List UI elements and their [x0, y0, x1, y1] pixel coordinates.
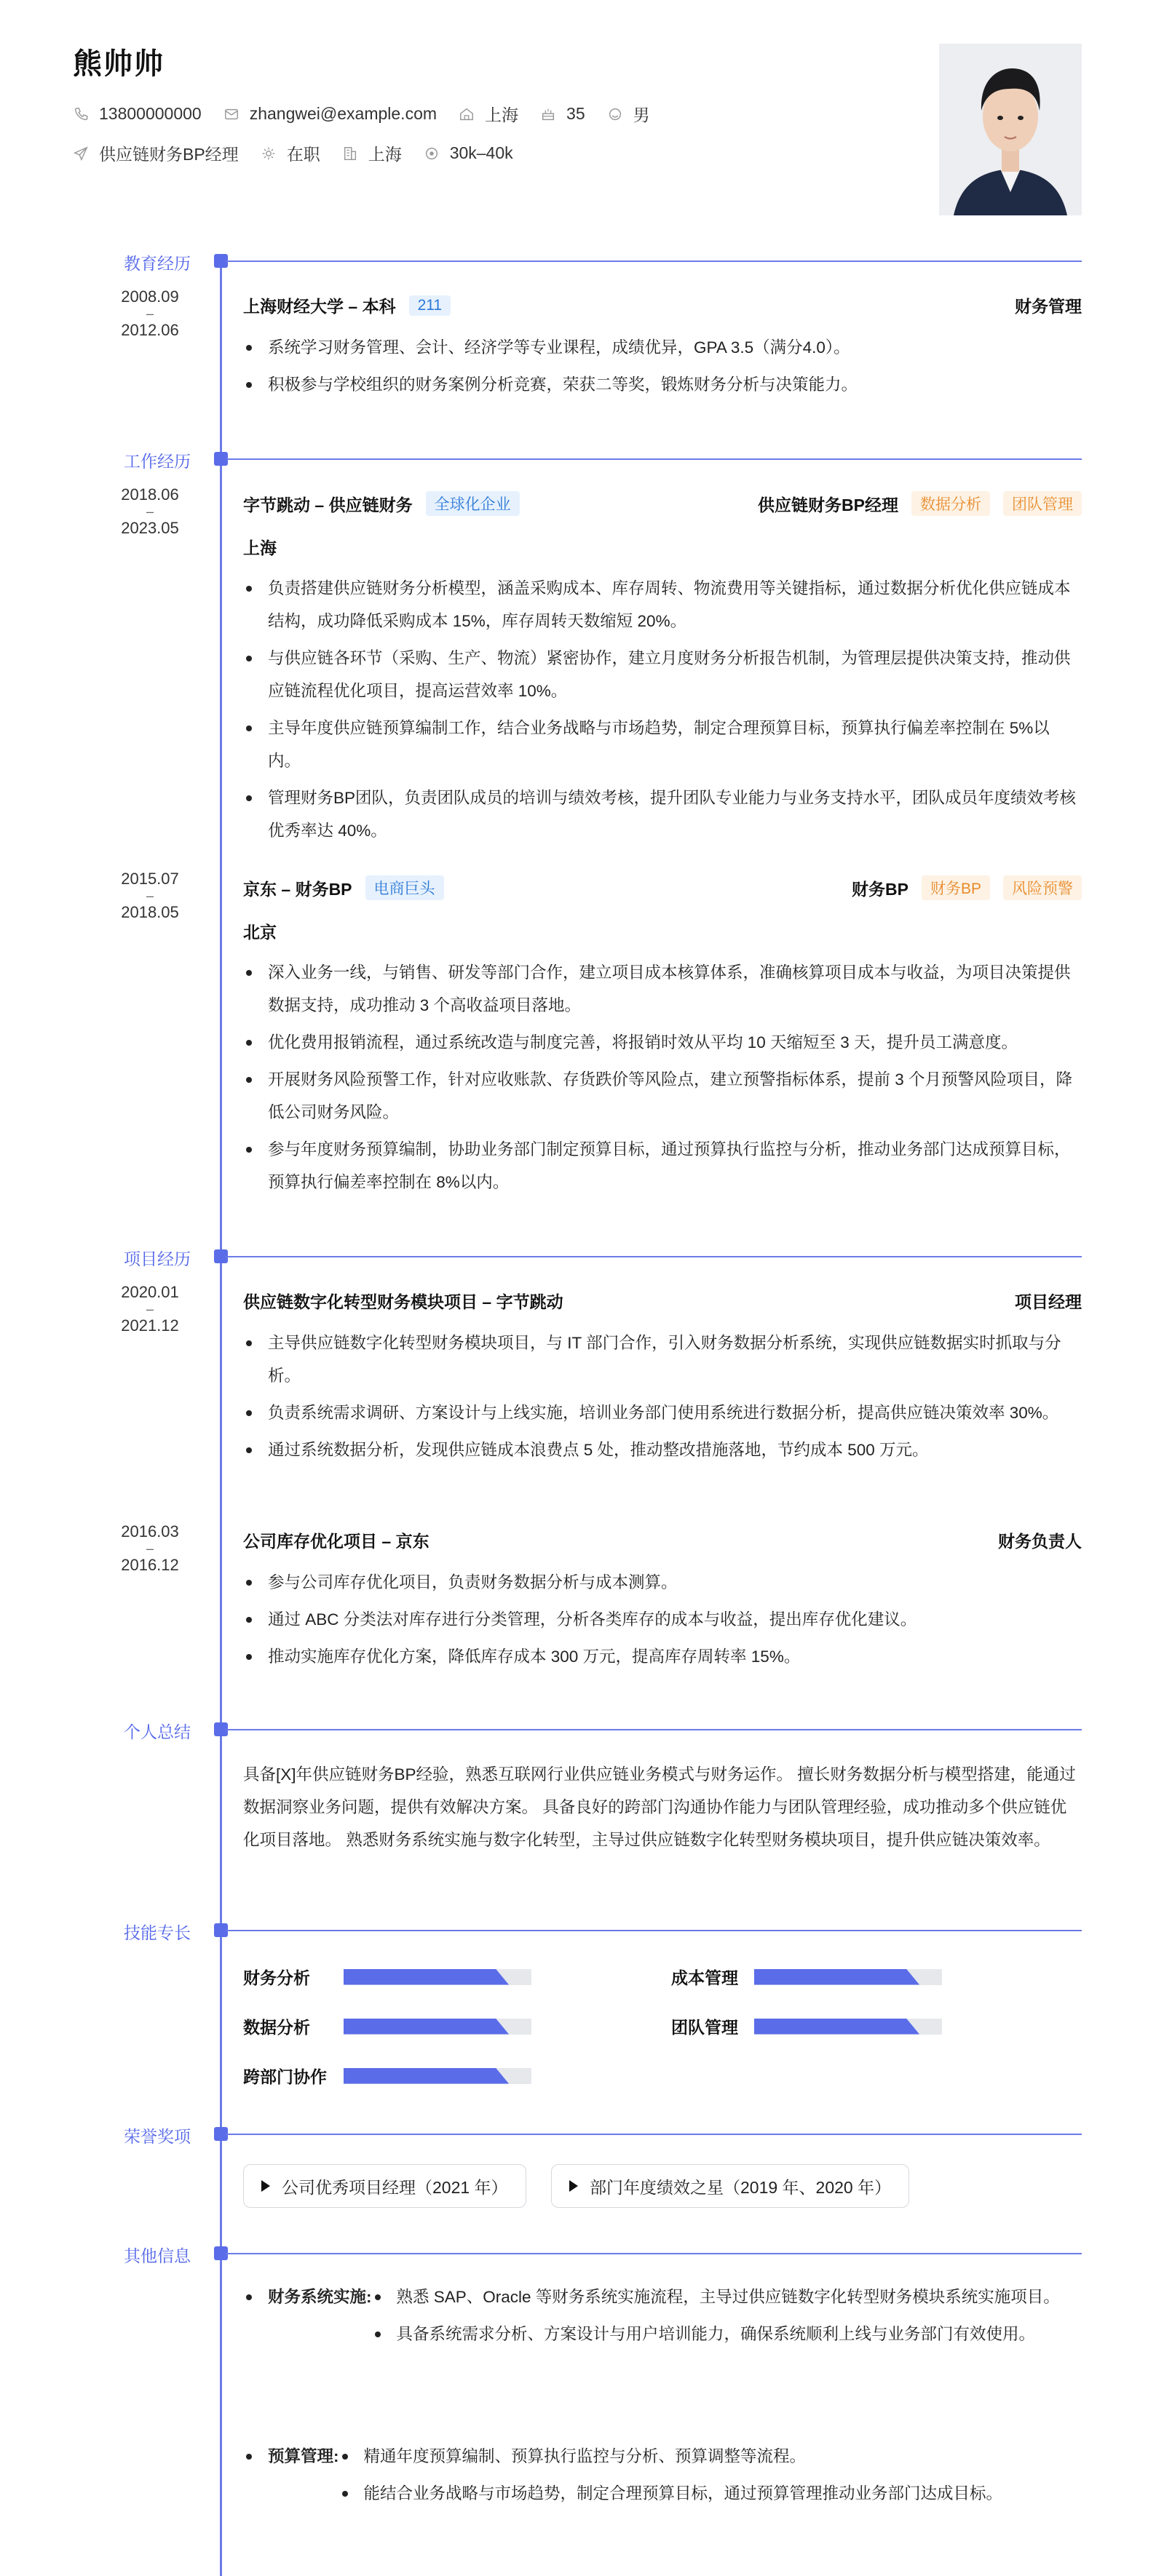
date-end: 2021.12 — [121, 1316, 179, 1335]
section-divider — [226, 1930, 1082, 1931]
skill-item — [243, 2014, 531, 2038]
list-item: 系统学习财务管理、会计、经济学等专业课程，成绩优异，GPA 3.5（满分4.0）。 — [243, 331, 1082, 364]
job-role: 供应链财务BP经理 — [758, 495, 898, 514]
mail-icon — [223, 106, 239, 122]
date-dash: – — [146, 306, 154, 321]
skill-label: 成本管理 — [671, 1968, 738, 1987]
project-role: 财务负责人 — [998, 1532, 1082, 1551]
summary-section-header — [0, 1722, 1156, 1744]
education-title: 教育经历 — [124, 254, 191, 273]
skill-label: 财务分析 — [243, 1968, 310, 1987]
play-icon — [261, 2180, 270, 2192]
gender-item — [607, 102, 650, 126]
skills-section-header — [0, 1923, 1156, 1944]
other-sublist — [372, 2281, 1082, 2355]
profile-photo — [939, 44, 1082, 215]
role-tag: 数据分析 — [911, 491, 990, 516]
project-date-1 — [109, 1284, 191, 1335]
education-row — [243, 293, 1082, 317]
list-item: 通过系统数据分析，发现供应链成本浪费点 5 处，推动整改措施落地，节约成本 500 万元。 — [243, 1434, 1082, 1466]
other-item — [243, 2440, 1082, 2514]
major: 财务管理 — [1015, 297, 1082, 316]
section-divider — [226, 2253, 1082, 2254]
other-title: 其他信息 — [124, 2246, 191, 2265]
list-item: 负责搭建供应链财务分析模型，涵盖采购成本、库存周转、物流费用等关键指标，通过数据分析优化供应链成本结构，成功降低采购成本 15%，库存周转天数缩短 20%。 — [243, 572, 1082, 637]
project-date-2 — [109, 1523, 191, 1574]
target-city-item — [342, 141, 402, 165]
role-tag: 团队管理 — [1003, 491, 1082, 516]
list-item: 具备系统需求分析、方案设计与用户培训能力，确保系统顺利上线与业务部门有效使用。 — [372, 2318, 1082, 2350]
project-bullets-2 — [243, 1566, 1082, 1677]
project-row-2 — [243, 1528, 1082, 1552]
summary-text: 具备[X]年供应链财务BP经验，熟悉互联网行业供应链业务模式与财务运作。 擅长财务数据分析与模型搭建，能通过数据洞察业务问题，提供有效解决方案。 具备良好的跨部门沟通协作能力与团队管理经验，成功推动多个供应链优化项目落地。 熟悉财务系统实施与数字化转型，主导过供应链数字化转型财务模块项目，提升供应链决策效率。 — [243, 1765, 1076, 1849]
skill-bar — [754, 1969, 942, 1985]
job-role: 财务BP — [852, 879, 908, 899]
school-name: 上海财经大学 – 本科 — [243, 297, 396, 316]
phone-item — [73, 104, 202, 124]
skill-bar-fill — [344, 1969, 509, 1985]
work-title: 工作经历 — [124, 452, 191, 471]
status-text: 在职 — [286, 145, 320, 164]
section-divider — [226, 1256, 1082, 1257]
skill-bar — [754, 2019, 942, 2035]
date-dash: – — [146, 504, 154, 519]
date-end: 2012.06 — [121, 321, 179, 339]
age-item — [540, 104, 585, 124]
awards-section-header — [0, 2127, 1156, 2148]
project-name: 公司库存优化项目 – 京东 — [243, 1532, 429, 1551]
work-bullets-2 — [243, 956, 1082, 1203]
timeline-line — [220, 259, 222, 2576]
list-item: 深入业务一线，与销售、研发等部门合作，建立项目成本核算体系，准确核算项目成本与收益，为项目决策提供数据支持，成功推动 3 个高收益项目落地。 — [243, 956, 1082, 1022]
list-item: 参与公司库存优化项目，负责财务数据分析与成本测算。 — [243, 1566, 1082, 1599]
skill-bar — [344, 2068, 531, 2084]
list-item: 优化费用报销流程，通过系统改造与制度完善，将报销时效从平均 10 天缩短至 3 天，提升员工满意度。 — [243, 1026, 1082, 1059]
school-tag: 211 — [409, 295, 451, 316]
awards-title: 荣誉奖项 — [124, 2127, 191, 2146]
date-end: 2018.05 — [121, 903, 179, 921]
work-city: 上海 — [243, 538, 277, 557]
other-key: 财务系统实施: — [268, 2288, 372, 2306]
work-date-1 — [109, 486, 191, 537]
other-sublist — [339, 2440, 1082, 2514]
target-job-text: 供应链财务BP经理 — [99, 145, 239, 164]
list-item: 推动实施库存优化方案，降低库存成本 300 万元，提高库存周转率 15%。 — [243, 1640, 1082, 1673]
skill-item — [671, 1965, 942, 1989]
list-item: 积极参与学校组织的财务案例分析竞赛，荣获二等奖，锻炼财务分析与决策能力。 — [243, 368, 1082, 401]
work-row-2 — [243, 875, 1082, 900]
skill-item — [243, 1965, 531, 1989]
section-divider — [226, 261, 1082, 262]
list-item: 主导供应链数字化转型财务模块项目，与 IT 部门合作，引入财务数据分析系统，实现供应链数据实时抓取与分析。 — [243, 1327, 1082, 1392]
target-city-text: 上海 — [368, 145, 402, 164]
date-start: 2008.09 — [121, 287, 179, 306]
skill-item — [243, 2064, 531, 2088]
award-badge — [243, 2164, 526, 2208]
coin-icon — [424, 146, 440, 162]
role-tag: 风险预警 — [1003, 875, 1082, 900]
skill-item — [671, 2014, 942, 2038]
work-section-header — [0, 452, 1156, 473]
skill-bar-fill — [344, 2068, 509, 2084]
age-text: 35 — [566, 104, 585, 123]
education-date — [109, 288, 191, 339]
skill-bar — [344, 1969, 531, 1985]
other-key: 预算管理: — [268, 2447, 339, 2465]
work-row-1 — [243, 491, 1082, 516]
date-dash: – — [146, 889, 154, 903]
date-start: 2018.06 — [121, 485, 179, 504]
home-icon — [459, 106, 475, 122]
list-item: 与供应链各环节（采购、生产、物流）紧密协作，建立月度财务分析报告机制，为管理层提供决策支持，推动供应链流程优化项目，提高运营效率 10%。 — [243, 642, 1082, 707]
email-text: zhangwei@example.com — [249, 104, 438, 123]
other-section-header — [0, 2246, 1156, 2267]
phone-icon — [73, 106, 89, 122]
list-item: 熟悉 SAP、Oracle 等财务系统实施流程，主导过供应链数字化转型财务模块系统实施项目。 — [372, 2281, 1082, 2313]
play-icon — [569, 2180, 578, 2192]
target-job-item — [73, 141, 239, 165]
projects-section-header — [0, 1249, 1156, 1271]
salary-item — [424, 143, 513, 163]
section-divider — [226, 1729, 1082, 1730]
skills-title: 技能专长 — [124, 1923, 191, 1942]
skill-bar-fill — [754, 2019, 919, 2035]
skill-bar — [344, 2019, 531, 2035]
work-bullets-1 — [243, 572, 1082, 851]
status-item — [261, 141, 320, 165]
project-row-1 — [243, 1289, 1082, 1313]
date-dash: – — [146, 1302, 154, 1316]
education-section-header — [0, 254, 1156, 275]
company-tag: 全球化企业 — [426, 491, 520, 516]
skill-label: 团队管理 — [671, 2018, 738, 2037]
gender-text: 男 — [633, 106, 650, 124]
list-item: 主导年度供应链预算编制工作，结合业务战略与市场趋势，制定合理预算目标，预算执行偏差率控制在 5%以内。 — [243, 712, 1082, 777]
other-item — [243, 2281, 1082, 2355]
date-start: 2020.01 — [121, 1283, 179, 1301]
date-dash: – — [146, 1541, 154, 1556]
person-icon — [607, 106, 623, 122]
project-name: 供应链数字化转型财务模块项目 – 字节跳动 — [243, 1292, 563, 1311]
email-item — [223, 104, 437, 124]
summary-title: 个人总结 — [124, 1722, 191, 1741]
send-icon — [73, 146, 89, 162]
location-item — [459, 102, 518, 126]
education-bullets — [243, 331, 1082, 405]
section-divider — [226, 458, 1082, 460]
date-start: 2016.03 — [121, 1522, 179, 1541]
contact-row — [73, 102, 672, 126]
work-city: 北京 — [243, 923, 277, 942]
list-item: 精通年度预算编制、预算执行监控与分析、预算调整等流程。 — [339, 2440, 1082, 2473]
salary-text: 30k–40k — [449, 143, 513, 162]
skill-bar-fill — [754, 1969, 919, 1985]
list-item: 负责系统需求调研、方案设计与上线实施，培训业务部门使用系统进行数据分析，提高供应链决策效率 30%。 — [243, 1396, 1082, 1429]
company-name: 京东 – 财务BP — [243, 879, 352, 899]
list-item: 能结合业务战略与市场趋势，制定合理预算目标，通过预算管理推动业务部门达成目标。 — [339, 2477, 1082, 2510]
company-name: 字节跳动 – 供应链财务 — [243, 495, 413, 514]
project-bullets-1 — [243, 1327, 1082, 1471]
skill-label: 数据分析 — [243, 2018, 310, 2037]
role-tag: 财务BP — [922, 875, 990, 900]
candidate-name: 熊帅帅 — [73, 48, 165, 80]
section-divider — [226, 2134, 1082, 2135]
intent-row — [73, 141, 535, 165]
project-role: 项目经理 — [1015, 1292, 1082, 1311]
company-tag: 电商巨头 — [365, 875, 444, 900]
phone-text: 13800000000 — [99, 104, 202, 123]
list-item: 开展财务风险预警工作，针对应收账款、存货跌价等风险点，建立预警指标体系，提前 3 个月预警风险项目，降低公司财务风险。 — [243, 1063, 1082, 1129]
list-item: 管理财务BP团队，负责团队成员的培训与绩效考核，提升团队专业能力与业务支持水平，团队成员年度绩效考核优秀率达 40%。 — [243, 782, 1082, 847]
list-item: 参与年度财务预算编制，协助业务部门制定预算目标，通过预算执行监控与分析，推动业务部门达成预算目标，预算执行偏差率控制在 8%以内。 — [243, 1133, 1082, 1198]
skill-bar-fill — [344, 2019, 509, 2035]
award-text: 部门年度绩效之星（2019 年、2020 年） — [590, 2177, 892, 2197]
projects-title: 项目经历 — [124, 1249, 191, 1268]
award-text: 公司优秀项目经理（2021 年） — [282, 2177, 508, 2197]
building-icon — [342, 146, 358, 162]
date-end: 2023.05 — [121, 519, 179, 537]
cake-icon — [540, 106, 556, 122]
award-badge — [551, 2164, 909, 2208]
date-start: 2015.07 — [121, 870, 179, 888]
work-date-2 — [109, 870, 191, 921]
list-item: 通过 ABC 分类法对库存进行分类管理，分析各类库存的成本与收益，提出库存优化建议。 — [243, 1603, 1082, 1636]
location-text: 上海 — [485, 106, 519, 124]
skill-label: 跨部门协作 — [243, 2067, 327, 2086]
date-end: 2016.12 — [121, 1556, 179, 1574]
gear-icon — [261, 146, 277, 162]
